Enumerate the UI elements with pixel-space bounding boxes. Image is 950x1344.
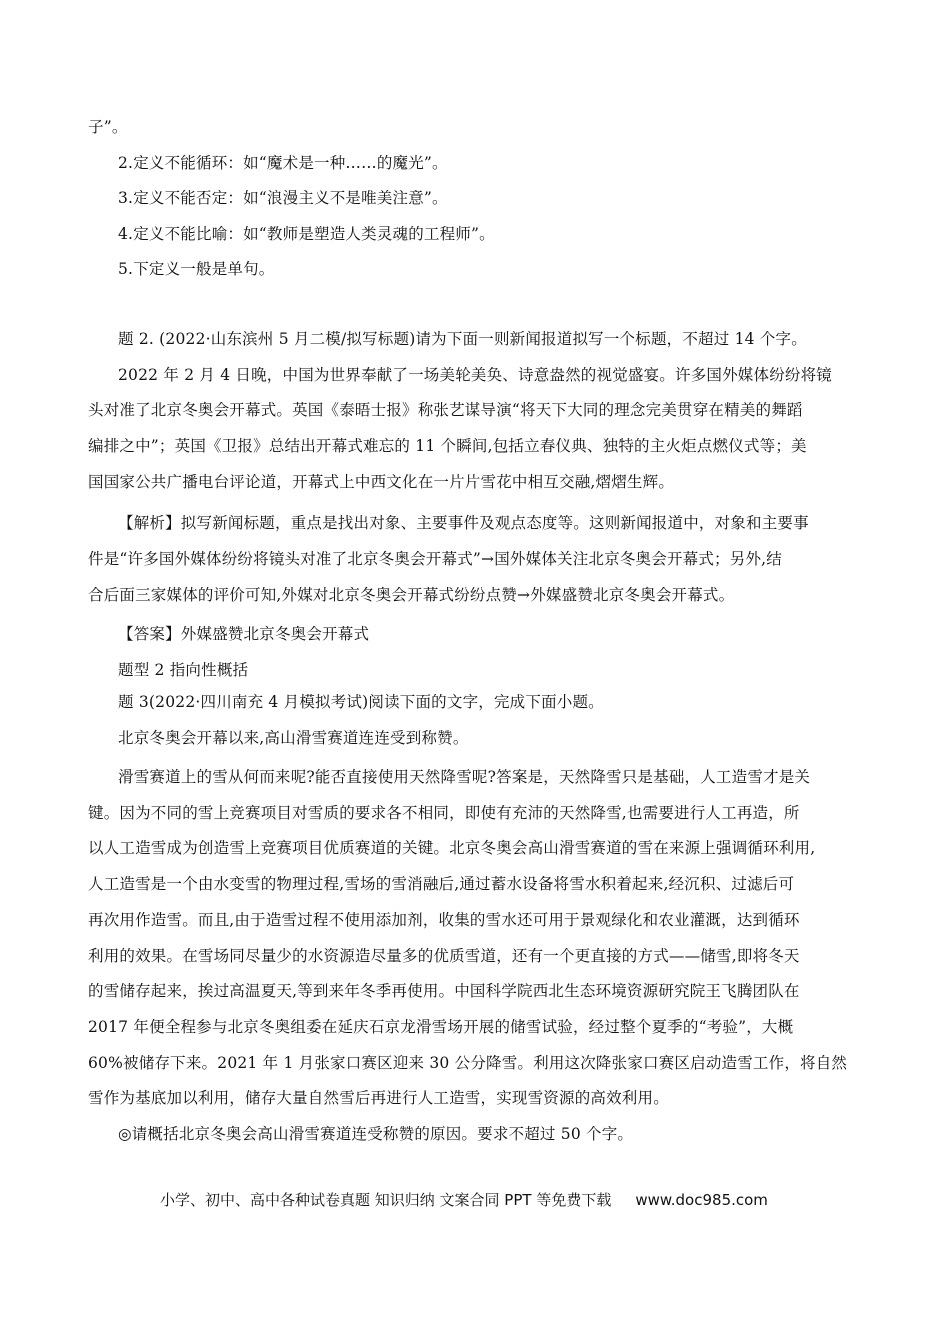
text-line: 利用的效果。在雪场同尽量少的水资源造尽量多的优质雪道，还有一个更直接的方式——储雪,即将冬天 — [88, 947, 800, 965]
text-line: 2.定义不能循环：如“魔术是一种……的魔光”。 — [118, 154, 448, 172]
text-line: 以人工造雪成为创造雪上竞赛项目优质赛道的关键。北京冬奥会高山滑雪赛道的雪在来源上强调循环利用, — [88, 839, 816, 857]
page-footer — [160, 1190, 768, 1210]
analysis-line: 【解析】拟写新闻标题，重点是找出对象、主要事件及观点态度等。这则新闻报道中，对象和主要事 — [118, 514, 809, 532]
text-line: 2017 年便全程参与北京冬奥组委在延庆石京龙滑雪场开展的储雪试验，经过整个夏季的“考验”，大概 — [88, 1018, 794, 1036]
question-heading: 题 3(2022·四川南充 4 月模拟考试)阅读下面的文字，完成下面小题。 — [118, 693, 604, 711]
text-line: 编排之中”；英国《卫报》总结出开幕式难忘的 11 个瞬间,包括立春仪典、独特的主火炬点燃仪式等；美 — [88, 437, 807, 455]
answer-line: 【答案】外媒盛赞北京冬奥会开幕式 — [118, 625, 370, 643]
text-line: 再次用作造雪。而且,由于造雪过程不使用添加剂，收集的雪水还可用于景观绿化和农业灌溉，达到循环 — [88, 911, 800, 929]
text-line: 2022 年 2 月 4 日晚，中国为世界奉献了一场美轮美奂、诗意盎然的视觉盛宴。许多国外媒体纷纷将镜 — [118, 366, 833, 384]
text-line: 雪作为基底加以利用，储存大量自然雪后再进行人工造雪，实现雪资源的高效利用。 — [88, 1089, 669, 1107]
analysis-line: 合后面三家媒体的评价可知,外媒对北京冬奥会开幕式纷纷点赞→外媒盛赞北京冬奥会开幕式。 — [88, 586, 735, 604]
text-line: 4.定义不能比喻：如“教师是塑造人类灵魂的工程师”。 — [118, 225, 495, 243]
text-line: 3.定义不能否定：如“浪漫主义不是唯美注意”。 — [118, 189, 448, 207]
text-line: 的雪储存起来，挨过高温夏天,等到来年冬季再使用。中国科学院西北生态环境资源研究院王飞腾团队在 — [88, 982, 800, 1000]
text-line: 60%被储存下来。2021 年 1 月张家口赛区迎来 30 公分降雪。利用这次降张家口赛区启动造雪工作，将自然 — [88, 1054, 848, 1072]
text-line: 北京冬奥会开幕以来,高山滑雪赛道连连受到称赞。 — [118, 729, 469, 747]
section-heading: 题型 2 指向性概括 — [118, 661, 249, 679]
text-line: 子”。 — [88, 118, 128, 136]
text-line: 国国家公共广播电台评论道，开幕式上中西文化在一片片雪花中相互交融,熠熠生辉。 — [88, 473, 675, 491]
text-line: 人工造雪是一个由水变雪的物理过程,雪场的雪消融后,通过蓄水设备将雪水积着起来,经沉积、过滤后可 — [88, 875, 795, 893]
text-line: 滑雪赛道上的雪从何而来呢?能否直接使用天然降雪呢?答案是，天然降雪只是基础，人工造雪才是关 — [118, 768, 811, 786]
footer-text: 小学、初中、高中各种试卷真题 知识归纳 文案合同 PPT 等免费下载 — [160, 1191, 612, 1209]
footer-link[interactable]: www.doc985.com — [635, 1191, 768, 1209]
question-prompt: ◎请概括北京冬奥会高山滑雪赛道连受称赞的原因。要求不超过 50 个字。 — [118, 1125, 634, 1143]
question-heading: 题 2. (2022·山东滨州 5 月二模/拟写标题)请为下面一则新闻报道拟写一个标题，不超过 14 个字。 — [118, 330, 807, 348]
text-line: 头对准了北京冬奥会开幕式。英国《泰晤士报》称张艺谋导演“将天下大同的理念完美贯穿在精美的舞蹈 — [88, 401, 803, 419]
analysis-line: 件是“许多国外媒体纷纷将镜头对准了北京冬奥会开幕式”→国外媒体关注北京冬奥会开幕式；另外,结 — [88, 550, 782, 568]
text-line: 键。因为不同的雪上竞赛项目对雪质的要求各不相同，即使有充沛的天然降雪,也需要进行人工再造，所 — [88, 804, 800, 822]
text-line: 5.下定义一般是单句。 — [118, 260, 275, 278]
